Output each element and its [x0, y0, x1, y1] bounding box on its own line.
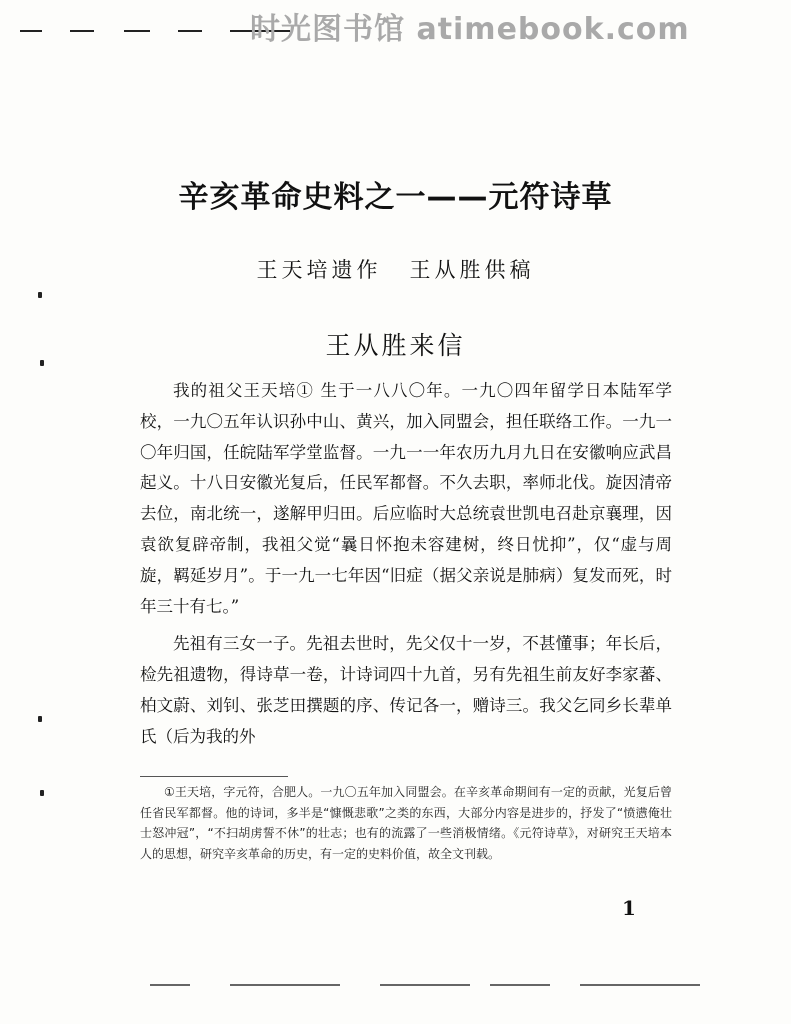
scan-artifact-line	[150, 984, 710, 987]
footnote: ①王天培，字元符，合肥人。一九〇五年加入同盟会。在辛亥革命期间有一定的贡献，光复后曾任省民军都督。他的诗词，多半是“慷慨悲歌”之类的东西，大部分内容是进步的，抒发了“愤懑俺壮士怒冲冠”，“不扫胡虏誓不休”的壮志；也有的流露了一些消极情绪。《元符诗草》，对研究王天培本人的思想，研究辛亥革命的历史，有一定的史料价值，故全文刊载。	[140, 785, 672, 861]
page-number: 1	[622, 896, 636, 920]
author-credit: 王天培遗作	[256, 258, 382, 282]
page-title: 辛亥革命史料之一——元符诗草	[178, 180, 613, 215]
letter-body	[140, 376, 672, 753]
paragraph: 先祖有三女一子。先祖去世时，先父仅十一岁，不甚懂事；年长后，检先祖遗物，得诗草一卷，计诗词四十九首，另有先祖生前友好李家蕃、柏文蔚、刘钊、张芝田撰题的序、传记各一，赠诗三。我父乞同乡长辈单氏（后为我的外	[140, 634, 672, 746]
byline	[0, 254, 791, 284]
margin-mark	[40, 790, 44, 796]
footnote-divider	[140, 776, 288, 777]
paragraph: 我的祖父王天培① 生于一八八〇年。一九〇四年留学日本陆军学校，一九〇五年认识孙中山、黄兴，加入同盟会，担任联络工作。一九一〇年归国，任皖陆军学堂监督。一九一一年农历九月九日在安徽响应武昌起义。十八日安徽光复后，任民军都督。不久去职，率师北伐。旋因清帝去位，南北统一，遂解甲归田。后应临时大总统袁世凯电召赴京襄理，因袁欲复辟帝制，我祖父觉“曩日怀抱未容建树，终日忧抑”，仅“虚与周旋，羁延岁月”。于一九一七年因“旧症（据父亲说是肺病）复发而死，时年三十有七。”	[140, 381, 672, 616]
margin-mark	[40, 360, 44, 366]
section-heading: 王从胜来信	[325, 331, 466, 360]
margin-mark	[38, 292, 42, 298]
margin-mark	[38, 716, 42, 722]
watermark: 时光图书馆 atimebook.com	[250, 12, 690, 47]
provider-credit: 王从胜供稿	[409, 258, 535, 282]
